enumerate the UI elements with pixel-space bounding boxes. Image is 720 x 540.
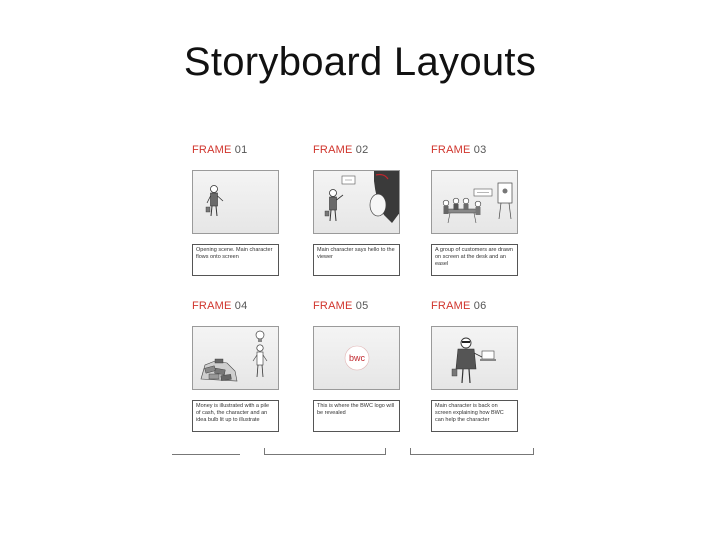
frame-label-word: FRAME [192,300,232,312]
frame-label-word: FRAME [192,144,232,156]
frame-label [192,300,247,312]
frame-03 [431,134,541,284]
logo-reveal-icon [314,327,400,390]
bottom-divider [410,448,534,455]
frame-illustration [431,170,518,234]
frame-label-number: 05 [355,300,369,312]
bottom-divider [172,448,240,455]
frame-description: A group of customers are drawn on screen at the desk and an easel [431,244,518,276]
frame-description: This is where the BWC logo will be revealed [313,400,400,432]
frame-label-word: FRAME [431,144,471,156]
frame-label [192,144,247,156]
frame-illustration [192,326,279,390]
logo-text: bwc [348,353,366,363]
frame-description: Main character is back on screen explaining how BWC can help the character [431,400,518,432]
character-laptop-icon [432,327,518,390]
frame-label-number: 02 [355,144,369,156]
frame-illustration [192,170,279,234]
frame-illustration [313,326,400,390]
frame-05 [313,290,423,440]
frame-description: Money is illustrated with a pile of cash, the character and an idea bulb lit up to illustrate [192,400,279,432]
bottom-divider [264,448,386,455]
frame-label-word: FRAME [431,300,471,312]
frame-label-number: 03 [473,144,487,156]
frame-label [431,300,486,312]
frame-label [431,144,486,156]
frame-label-word: FRAME [313,300,353,312]
frame-description: Opening scene. Main character flows onto screen [192,244,279,276]
frame-label-number: 06 [473,300,487,312]
frame-02 [313,134,423,284]
frame-description: Main character says hello to the viewer [313,244,400,276]
frame-label-number: 04 [234,300,248,312]
frame-04 [192,290,302,440]
storyboard-grid [172,134,540,464]
frame-label-number: 01 [234,144,248,156]
character-standing-icon [193,171,279,234]
group-meeting-icon [432,171,518,234]
character-hello-icon [314,171,400,234]
money-pile-icon [193,327,279,390]
slide-title: Storyboard Layouts [183,40,537,84]
frame-illustration [431,326,518,390]
frame-label [313,300,368,312]
frame-illustration [313,170,400,234]
frame-01 [192,134,302,284]
frame-label [313,144,368,156]
frame-label-word: FRAME [313,144,353,156]
frame-06 [431,290,541,440]
